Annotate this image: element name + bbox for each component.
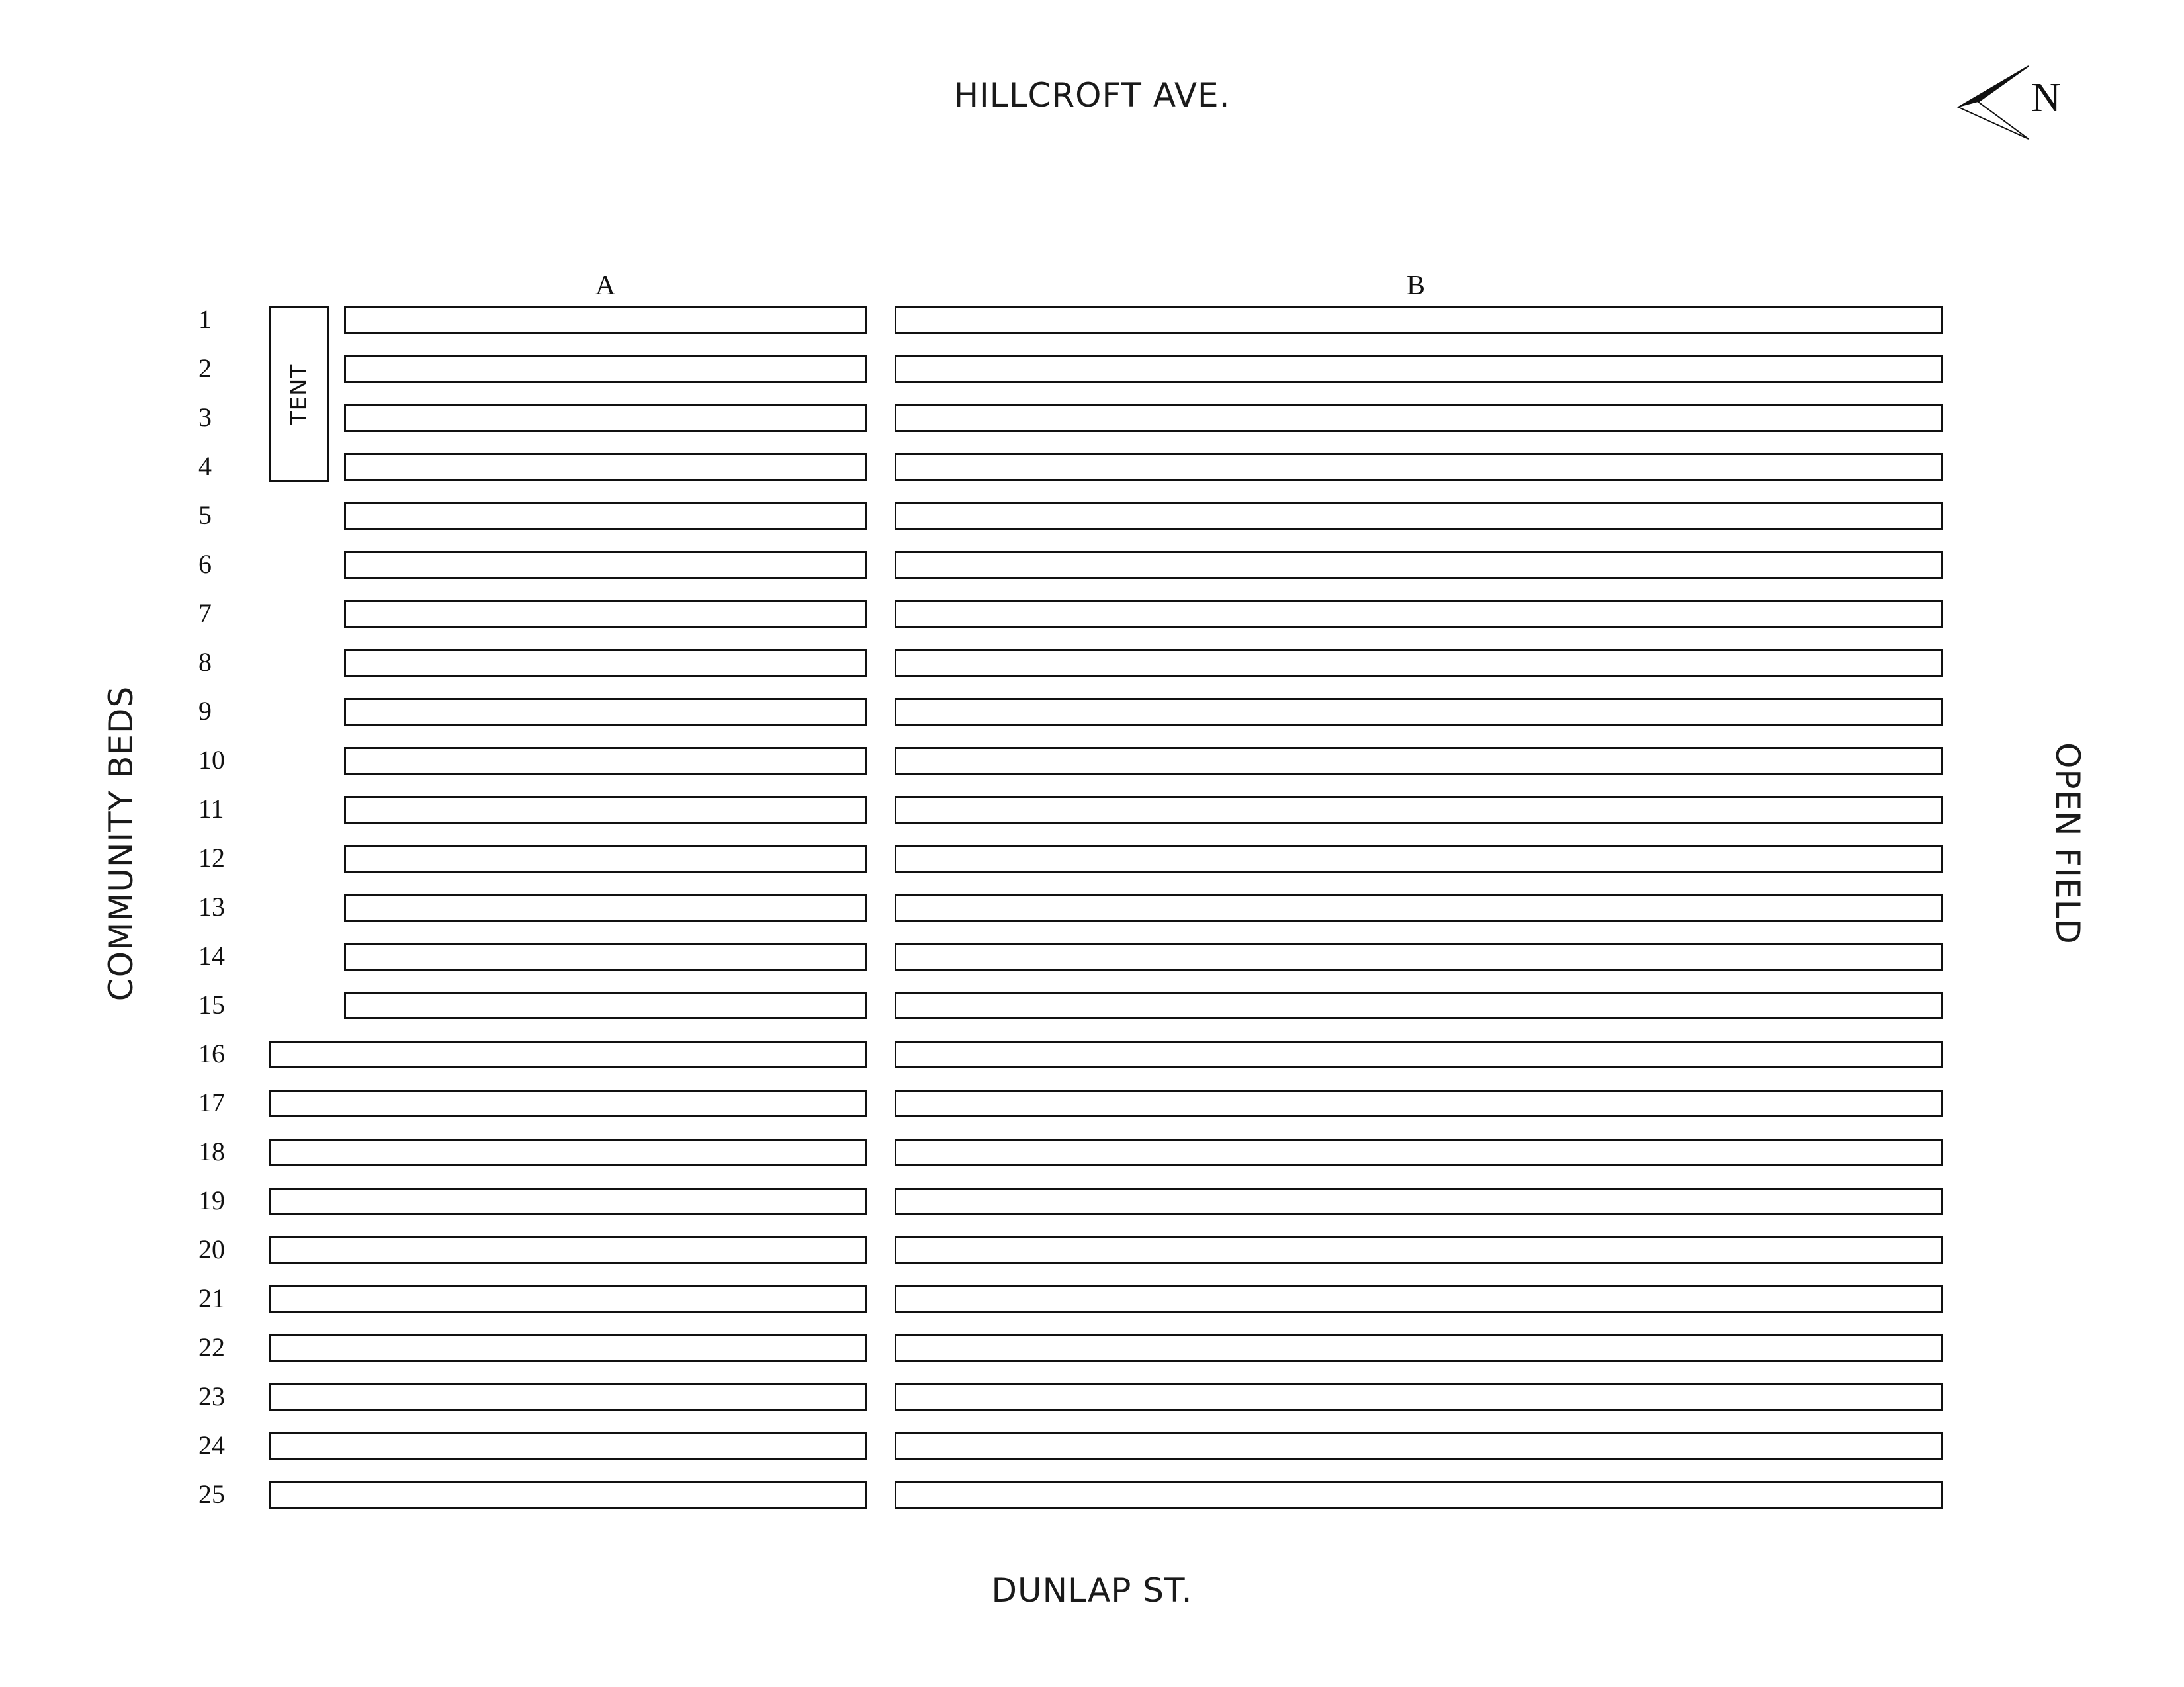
street-north-label: HILLCROFT AVE. bbox=[953, 76, 1231, 114]
column-label-a: A bbox=[595, 271, 616, 301]
bed-b-3[interactable] bbox=[895, 404, 1943, 432]
street-south-label: DUNLAP ST. bbox=[991, 1571, 1193, 1610]
bed-a-9[interactable] bbox=[344, 698, 867, 726]
bed-b-7[interactable] bbox=[895, 600, 1943, 628]
side-east-label: OPEN FIELD bbox=[2048, 742, 2087, 945]
row-label-20: 20 bbox=[198, 1234, 225, 1264]
bed-a-6[interactable] bbox=[344, 551, 867, 579]
bed-b-17[interactable] bbox=[895, 1090, 1943, 1117]
bed-b-24[interactable] bbox=[895, 1432, 1943, 1460]
bed-b-15[interactable] bbox=[895, 992, 1943, 1019]
bed-b-14[interactable] bbox=[895, 943, 1943, 971]
compass-north-letter: N bbox=[2031, 75, 2061, 120]
bed-a-14[interactable] bbox=[344, 943, 867, 971]
bed-b-8[interactable] bbox=[895, 649, 1943, 677]
row-label-16: 16 bbox=[198, 1039, 225, 1068]
row-label-3: 3 bbox=[198, 402, 212, 432]
bed-a-23[interactable] bbox=[269, 1383, 867, 1411]
bed-b-16[interactable] bbox=[895, 1041, 1943, 1068]
bed-a-4[interactable] bbox=[344, 453, 867, 481]
bed-b-13[interactable] bbox=[895, 894, 1943, 922]
bed-a-17[interactable] bbox=[269, 1090, 867, 1117]
bed-b-10[interactable] bbox=[895, 747, 1943, 775]
bed-a-13[interactable] bbox=[344, 894, 867, 922]
row-label-25: 25 bbox=[198, 1479, 225, 1509]
bed-a-24[interactable] bbox=[269, 1432, 867, 1460]
bed-a-8[interactable] bbox=[344, 649, 867, 677]
side-west-label: COMMUNITY BEDS bbox=[102, 685, 140, 1002]
bed-b-5[interactable] bbox=[895, 502, 1943, 530]
bed-b-18[interactable] bbox=[895, 1139, 1943, 1166]
bed-b-21[interactable] bbox=[895, 1285, 1943, 1313]
bed-a-21[interactable] bbox=[269, 1285, 867, 1313]
row-label-2: 2 bbox=[198, 353, 212, 383]
bed-a-20[interactable] bbox=[269, 1236, 867, 1264]
bed-a-18[interactable] bbox=[269, 1139, 867, 1166]
row-label-8: 8 bbox=[198, 647, 212, 677]
row-label-19: 19 bbox=[198, 1186, 225, 1215]
column-label-b: B bbox=[1406, 271, 1425, 301]
row-label-10: 10 bbox=[198, 745, 225, 775]
bed-b-1[interactable] bbox=[895, 306, 1943, 334]
bed-a-22[interactable] bbox=[269, 1334, 867, 1362]
row-label-9: 9 bbox=[198, 696, 212, 726]
row-label-24: 24 bbox=[198, 1430, 225, 1460]
bed-a-12[interactable] bbox=[344, 845, 867, 873]
row-label-12: 12 bbox=[198, 843, 225, 873]
bed-a-2[interactable] bbox=[344, 355, 867, 383]
row-label-6: 6 bbox=[198, 549, 212, 579]
bed-a-19[interactable] bbox=[269, 1188, 867, 1215]
bed-b-12[interactable] bbox=[895, 845, 1943, 873]
bed-b-6[interactable] bbox=[895, 551, 1943, 579]
bed-a-1[interactable] bbox=[344, 306, 867, 334]
bed-b-19[interactable] bbox=[895, 1188, 1943, 1215]
row-label-1: 1 bbox=[198, 304, 212, 334]
row-label-11: 11 bbox=[198, 794, 224, 824]
row-label-7: 7 bbox=[198, 598, 212, 628]
tent-structure[interactable] bbox=[269, 306, 329, 482]
bed-a-3[interactable] bbox=[344, 404, 867, 432]
bed-b-22[interactable] bbox=[895, 1334, 1943, 1362]
bed-b-23[interactable] bbox=[895, 1383, 1943, 1411]
bed-b-9[interactable] bbox=[895, 698, 1943, 726]
tent-label: TENT bbox=[286, 363, 312, 425]
row-label-18: 18 bbox=[198, 1137, 225, 1166]
row-label-23: 23 bbox=[198, 1381, 225, 1411]
bed-b-20[interactable] bbox=[895, 1236, 1943, 1264]
row-label-22: 22 bbox=[198, 1332, 225, 1362]
bed-b-11[interactable] bbox=[895, 796, 1943, 824]
bed-a-5[interactable] bbox=[344, 502, 867, 530]
bed-a-16[interactable] bbox=[269, 1041, 867, 1068]
row-label-4: 4 bbox=[198, 451, 212, 481]
bed-a-10[interactable] bbox=[344, 747, 867, 775]
bed-a-7[interactable] bbox=[344, 600, 867, 628]
north-arrow-icon bbox=[1952, 60, 2071, 146]
bed-b-2[interactable] bbox=[895, 355, 1943, 383]
row-label-15: 15 bbox=[198, 990, 225, 1019]
row-label-14: 14 bbox=[198, 941, 225, 971]
bed-a-15[interactable] bbox=[344, 992, 867, 1019]
row-label-13: 13 bbox=[198, 892, 225, 922]
bed-a-11[interactable] bbox=[344, 796, 867, 824]
bed-a-25[interactable] bbox=[269, 1481, 867, 1509]
bed-b-4[interactable] bbox=[895, 453, 1943, 481]
row-label-17: 17 bbox=[198, 1088, 225, 1117]
row-label-21: 21 bbox=[198, 1283, 225, 1313]
row-label-5: 5 bbox=[198, 500, 212, 530]
bed-b-25[interactable] bbox=[895, 1481, 1943, 1509]
